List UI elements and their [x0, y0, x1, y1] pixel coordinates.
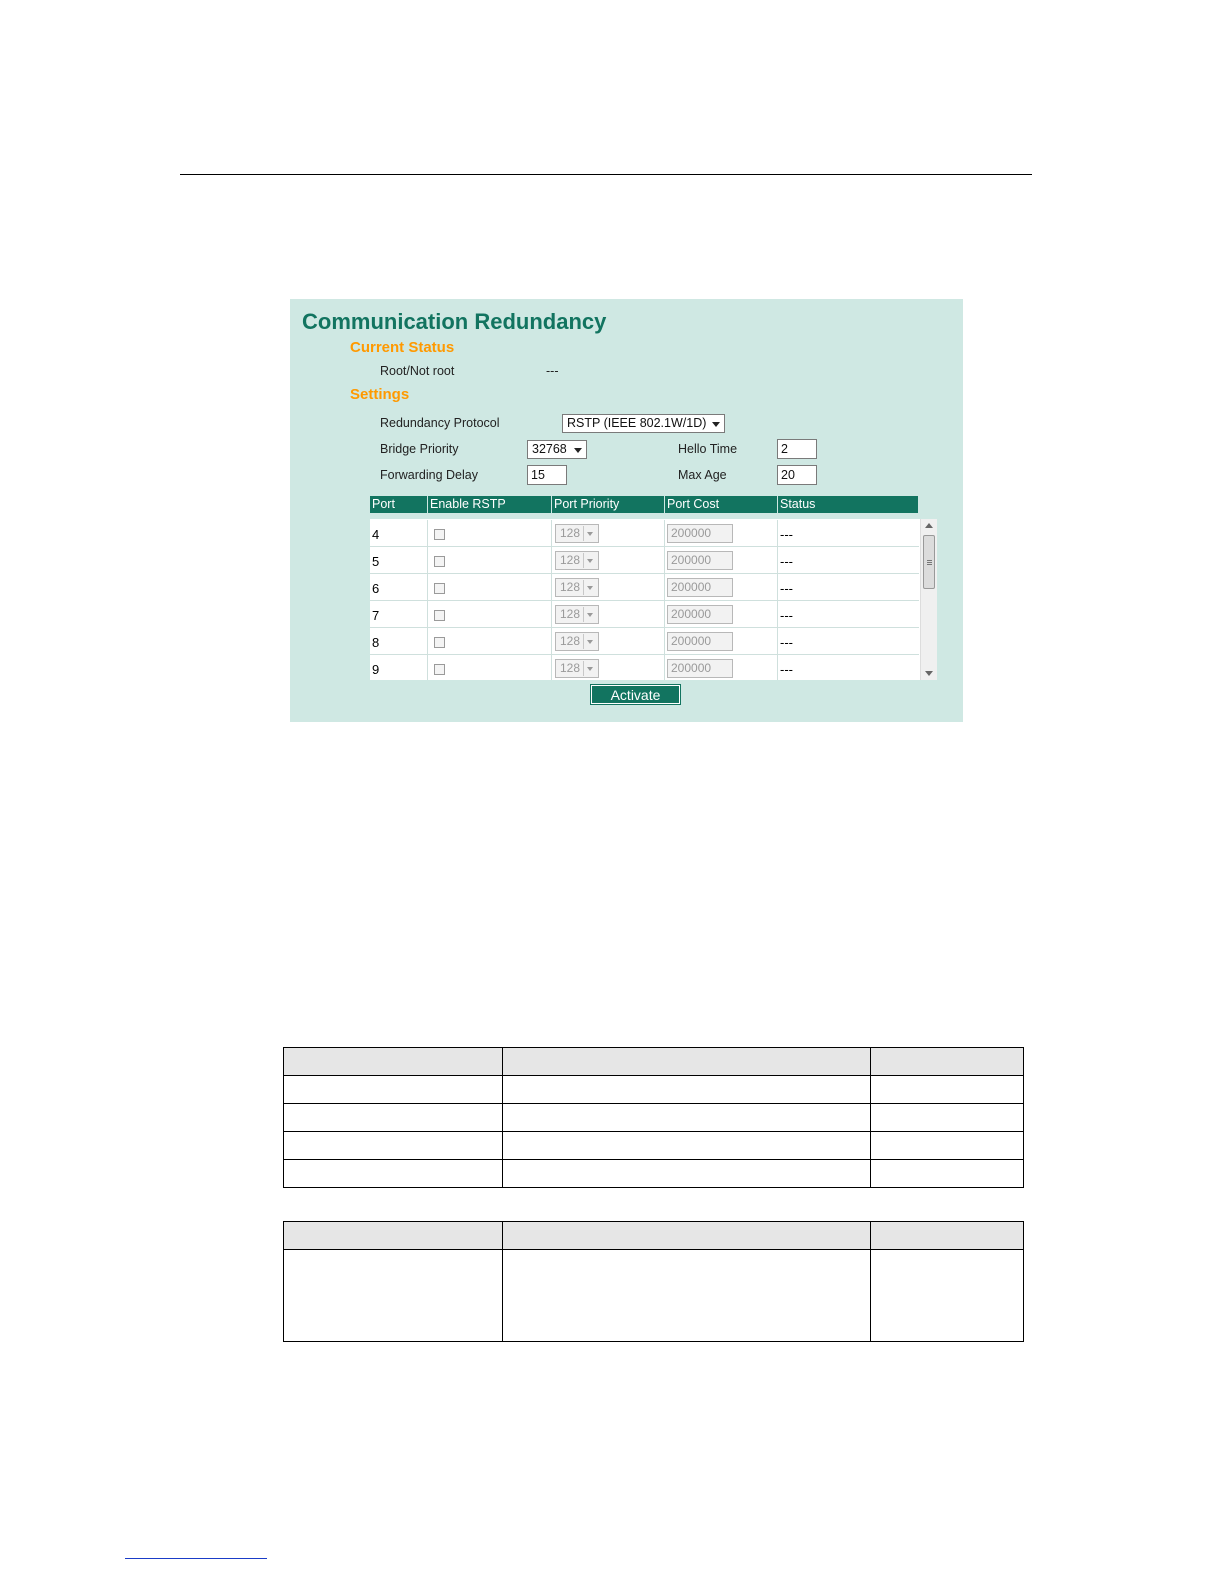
doc-cell — [871, 1104, 1024, 1132]
doc-cell — [502, 1104, 871, 1132]
port-number: 7 — [372, 608, 380, 623]
bridge-priority-value: 32768 — [532, 442, 567, 456]
chevron-down-icon — [574, 448, 582, 453]
priority-cell — [551, 520, 664, 546]
port-status: --- — [777, 574, 919, 600]
doc-table-row — [284, 1076, 1024, 1104]
doc-cell — [284, 1104, 503, 1132]
doc-table-header-row — [284, 1048, 1024, 1076]
table-row — [370, 574, 919, 601]
chevron-down-icon — [712, 422, 720, 427]
doc-cell — [871, 1250, 1024, 1342]
settings-heading: Settings — [350, 386, 410, 403]
priority-cell — [551, 574, 664, 600]
chevron-down-icon — [583, 526, 597, 541]
forwarding-delay-label: Forwarding Delay — [380, 468, 478, 482]
enable-rstp-checkbox[interactable] — [434, 610, 445, 621]
doc-cell — [871, 1048, 1024, 1076]
cost-cell — [664, 601, 777, 627]
port-priority-select[interactable] — [555, 578, 599, 597]
port-priority-value: 128 — [560, 553, 581, 567]
table-row — [370, 547, 919, 574]
port-table-body — [370, 519, 937, 680]
port-priority-value: 128 — [560, 526, 581, 540]
doc-cell — [871, 1076, 1024, 1104]
redundancy-protocol-value: RSTP (IEEE 802.1W/1D) — [567, 416, 707, 430]
port-number: 8 — [372, 635, 380, 650]
doc-cell — [284, 1076, 503, 1104]
cost-cell — [664, 655, 777, 680]
doc-cell — [502, 1132, 871, 1160]
doc-cell — [502, 1250, 871, 1342]
table-row — [370, 628, 919, 655]
port-cost-input[interactable]: 200000 — [667, 605, 733, 624]
enable-cell — [427, 547, 551, 573]
chevron-down-icon — [583, 580, 597, 595]
port-status: --- — [777, 655, 919, 680]
cost-cell — [664, 628, 777, 654]
port-priority-value: 128 — [560, 634, 581, 648]
doc-cell — [284, 1250, 503, 1342]
hello-time-label: Hello Time — [678, 442, 738, 456]
root-status-value: --- — [546, 364, 559, 378]
redundancy-protocol-label: Redundancy Protocol — [380, 416, 500, 430]
enable-cell — [427, 655, 551, 680]
enable-rstp-checkbox[interactable] — [434, 529, 445, 540]
doc-cell — [871, 1222, 1024, 1250]
port-table-header — [370, 496, 918, 513]
port-status: --- — [777, 520, 919, 546]
port-number: 4 — [372, 527, 380, 542]
port-number: 6 — [372, 581, 380, 596]
activate-button[interactable]: Activate — [591, 685, 680, 704]
table-scrollbar[interactable] — [920, 519, 937, 680]
hello-time-input[interactable]: 2 — [777, 439, 817, 459]
table-row — [370, 601, 919, 628]
header-enable-rstp: Enable RSTP — [427, 496, 551, 513]
doc-table-2 — [283, 1221, 1024, 1342]
port-priority-value: 128 — [560, 607, 581, 621]
priority-cell — [551, 628, 664, 654]
max-age-input[interactable]: 20 — [777, 465, 817, 485]
cost-cell — [664, 547, 777, 573]
doc-cell — [502, 1048, 871, 1076]
enable-cell — [427, 520, 551, 546]
doc-cell — [284, 1160, 503, 1188]
port-priority-value: 128 — [560, 580, 581, 594]
port-status: --- — [777, 547, 919, 573]
port-status: --- — [777, 628, 919, 654]
bridge-priority-select[interactable] — [527, 440, 587, 459]
chevron-down-icon — [583, 661, 597, 676]
port-priority-select[interactable] — [555, 524, 599, 543]
doc-cell — [871, 1160, 1024, 1188]
chevron-down-icon — [583, 634, 597, 649]
port-priority-select[interactable] — [555, 605, 599, 624]
page-header-rule — [180, 174, 1032, 175]
priority-cell — [551, 655, 664, 680]
port-cost-input[interactable]: 200000 — [667, 524, 733, 543]
scrollbar-thumb[interactable] — [923, 535, 935, 589]
chevron-down-icon — [583, 553, 597, 568]
priority-cell — [551, 601, 664, 627]
port-cost-input[interactable]: 200000 — [667, 578, 733, 597]
cost-cell — [664, 574, 777, 600]
doc-table-row — [284, 1250, 1024, 1342]
scroll-up-icon[interactable] — [925, 523, 933, 528]
doc-cell — [284, 1048, 503, 1076]
doc-table-row — [284, 1160, 1024, 1188]
page-title: Communication Redundancy — [302, 309, 607, 334]
bridge-priority-label: Bridge Priority — [380, 442, 459, 456]
priority-cell — [551, 547, 664, 573]
enable-cell — [427, 601, 551, 627]
header-port-cost: Port Cost — [664, 496, 777, 513]
doc-table-row — [284, 1132, 1024, 1160]
enable-rstp-checkbox[interactable] — [434, 664, 445, 675]
port-priority-select[interactable] — [555, 632, 599, 651]
header-port: Port — [372, 497, 395, 511]
port-priority-select[interactable] — [555, 551, 599, 570]
forwarding-delay-input[interactable]: 15 — [527, 465, 567, 485]
header-port-priority: Port Priority — [551, 496, 664, 513]
scroll-down-icon[interactable] — [925, 671, 933, 676]
doc-cell — [871, 1132, 1024, 1160]
doc-table-1 — [283, 1047, 1024, 1188]
root-status-label: Root/Not root — [380, 364, 455, 378]
port-priority-select[interactable] — [555, 659, 599, 678]
port-cost-input[interactable]: 200000 — [667, 659, 733, 678]
port-cost-input[interactable]: 200000 — [667, 551, 733, 570]
doc-cell — [502, 1222, 871, 1250]
enable-cell — [427, 628, 551, 654]
doc-table-header-row — [284, 1222, 1024, 1250]
port-status: --- — [777, 601, 919, 627]
doc-table-row — [284, 1104, 1024, 1132]
current-status-heading: Current Status — [350, 339, 455, 356]
port-cost-input[interactable]: 200000 — [667, 632, 733, 651]
header-status: Status — [777, 496, 918, 513]
enable-rstp-checkbox[interactable] — [434, 556, 445, 567]
redundancy-protocol-select[interactable] — [562, 414, 725, 433]
max-age-label: Max Age — [678, 468, 727, 482]
port-priority-value: 128 — [560, 661, 581, 675]
port-number: 9 — [372, 662, 380, 677]
doc-cell — [502, 1076, 871, 1104]
enable-rstp-checkbox[interactable] — [434, 637, 445, 648]
chevron-down-icon — [583, 607, 597, 622]
port-number: 5 — [372, 554, 380, 569]
table-row — [370, 520, 919, 547]
enable-cell — [427, 574, 551, 600]
footer-link-underline — [125, 1558, 267, 1559]
doc-cell — [502, 1160, 871, 1188]
grip-icon — [927, 560, 932, 561]
doc-cell — [284, 1222, 503, 1250]
enable-rstp-checkbox[interactable] — [434, 583, 445, 594]
communication-redundancy-panel — [290, 299, 963, 722]
cost-cell — [664, 520, 777, 546]
doc-cell — [284, 1132, 503, 1160]
table-row — [370, 655, 919, 680]
